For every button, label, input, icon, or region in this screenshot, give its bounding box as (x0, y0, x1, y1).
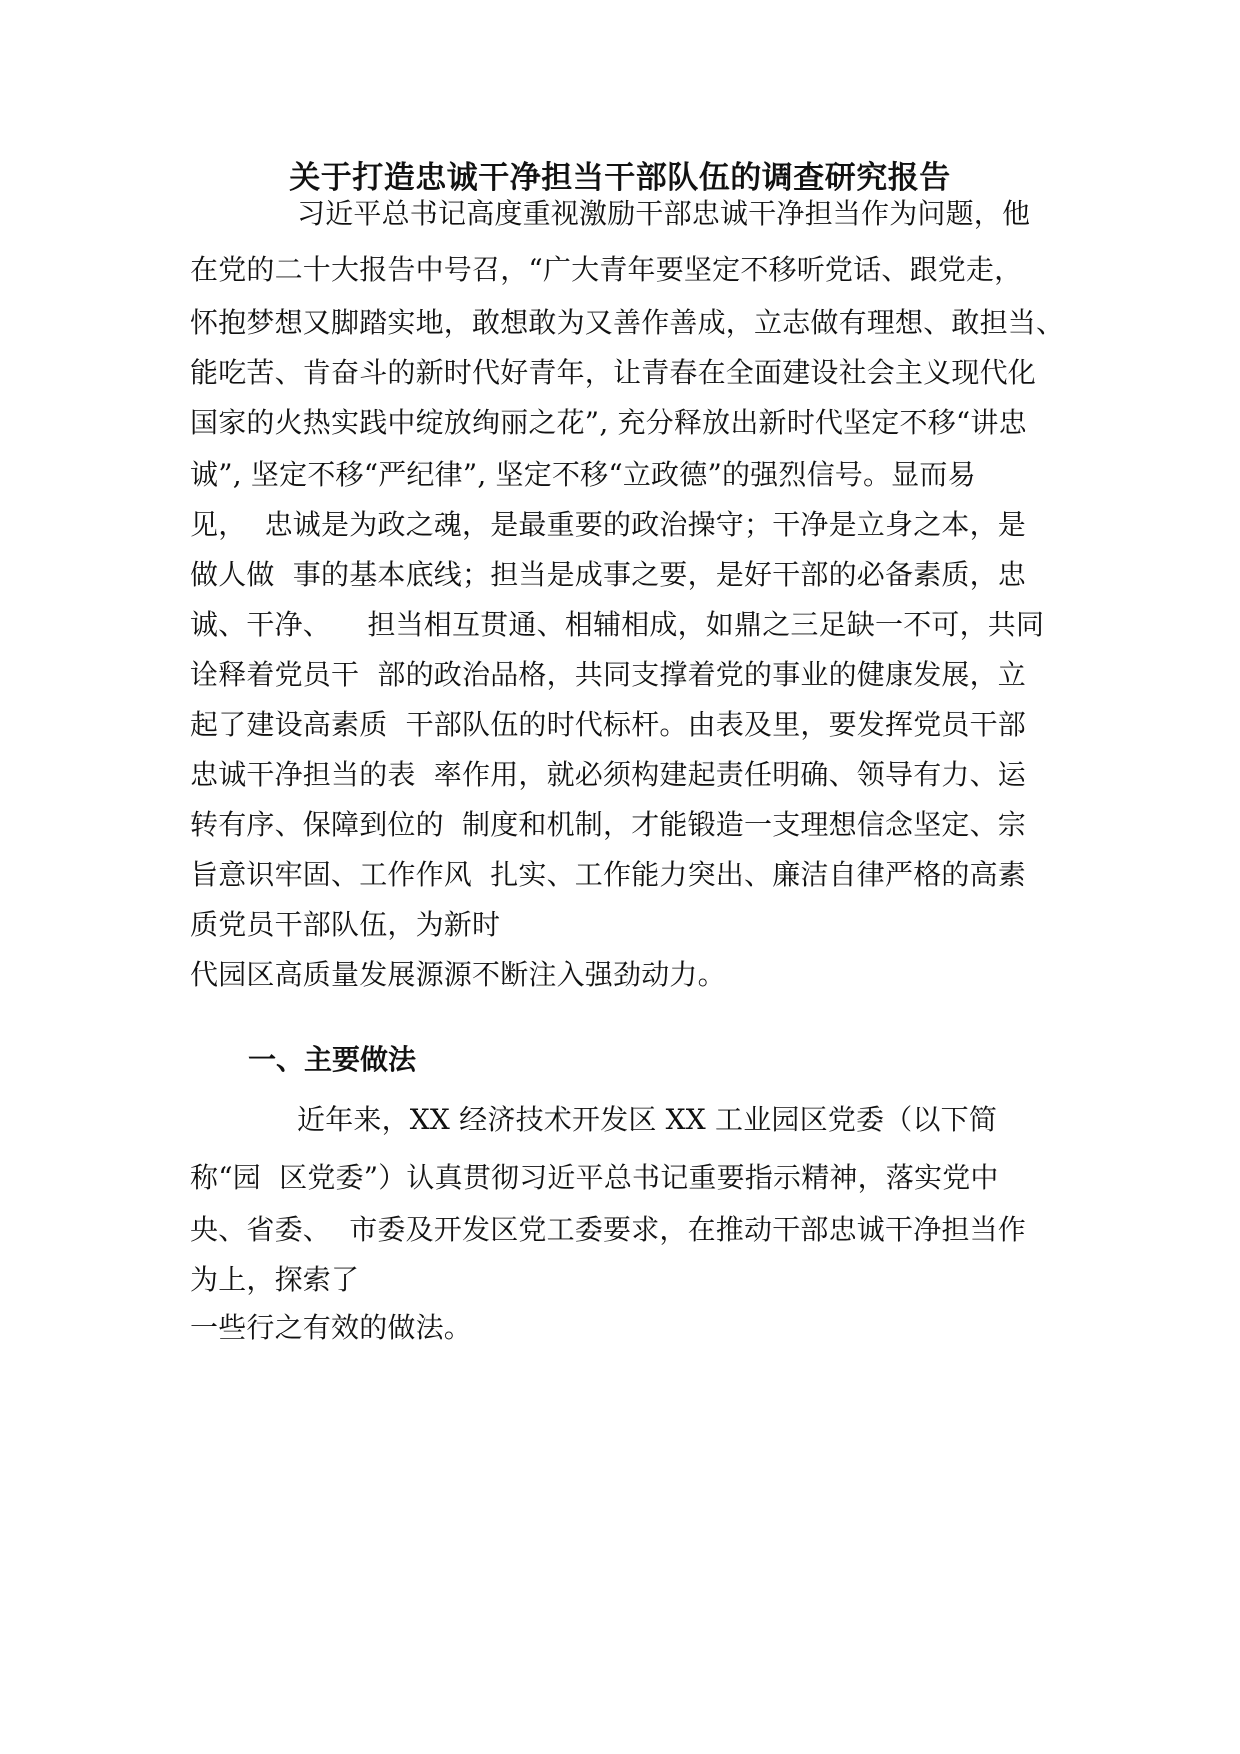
text-line: 质党员干部队伍，为新时 (190, 908, 501, 941)
text-line: 为上，探索了 (190, 1263, 360, 1296)
text-line: 能吃苦、肯奋斗的新时代好青年，让青春在全面建设社会主义现代化 (190, 356, 1037, 389)
text-line: 怀抱梦想又脚踏实地，敢想敢为又善作善成，立志做有理想、敢担当、 (190, 306, 1065, 339)
section-heading: 一、主要做法 (248, 1043, 417, 1076)
text-line: 习近平总书记高度重视激励干部忠诚干净担当作为问题，他 (297, 197, 1031, 230)
text-line: 诚”, 坚定不移“严纪律”, 坚定不移“立政德”的强烈信号。显而易 (190, 458, 976, 491)
text-line: 称“园 区党委”）认真贯彻习近平总书记重要指示精神，落实党中 (190, 1161, 999, 1194)
text-line: 代园区高质量发展源源不断注入强劲动力。 (190, 958, 726, 991)
text-line: 旨意识牢固、工作作风 扎实、工作能力突出、廉洁自律严格的高素 (190, 858, 1027, 891)
text-line: 起了建设高素质 干部队伍的时代标杆。由表及里，要发挥党员干部 (190, 708, 1027, 741)
text-line: 忠诚干净担当的表 率作用，就必须构建起责任明确、领导有力、运 (190, 758, 1027, 791)
text-line: 央、省委、 市委及开发区党工委要求，在推动干部忠诚干净担当作 (190, 1213, 1027, 1246)
document-title: 关于打造忠诚干净担当干部队伍的调查研究报告 (289, 160, 951, 196)
text-line: 见， 忠诚是为政之魂，是最重要的政治操守；干净是立身之本，是 (190, 508, 1027, 541)
text-line: 在党的二十大报告中号召，“广大青年要坚定不移听党话、跟党走， (190, 253, 1023, 286)
text-line: 转有序、保障到位的 制度和机制，才能锻造一支理想信念坚定、宗 (190, 808, 1027, 841)
text-line: 近年来，XX 经济技术开发区 XX 工业园区党委（以下简 (297, 1103, 998, 1136)
text-line: 做人做 事的基本底线；担当是成事之要，是好干部的必备素质，忠 (190, 558, 1027, 591)
text-line: 诚、干净、 担当相互贯通、相辅相成，如鼎之三足缺一不可，共同 (190, 608, 1045, 641)
text-line: 一些行之有效的做法。 (190, 1311, 473, 1344)
text-line: 国家的火热实践中绽放绚丽之花”, 充分释放出新时代坚定不移“讲忠 (190, 406, 1027, 439)
text-line: 诠释着党员干 部的政治品格，共同支撑着党的事业的健康发展，立 (190, 658, 1027, 691)
